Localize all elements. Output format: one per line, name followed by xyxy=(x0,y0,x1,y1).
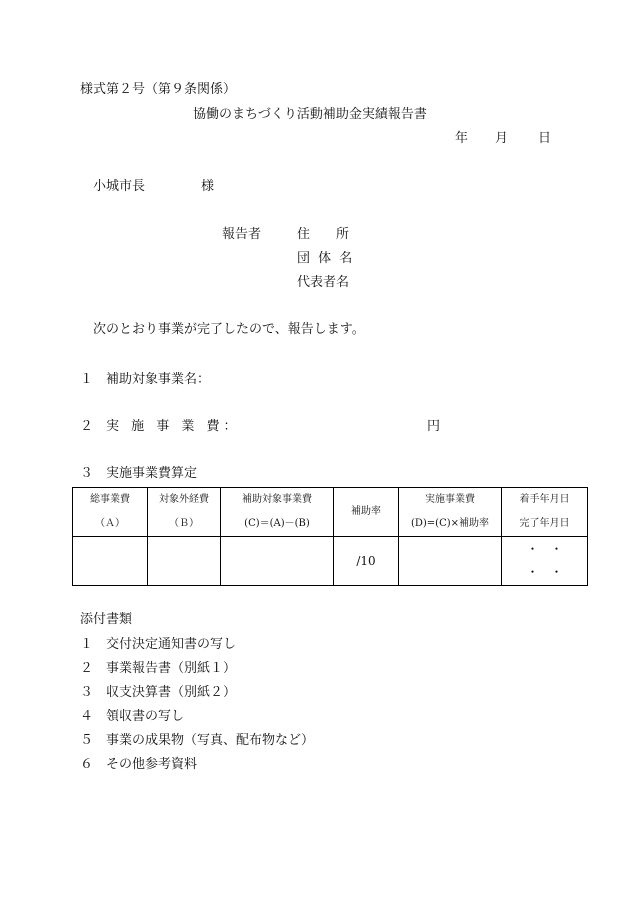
subsidy-rate-value: /10 xyxy=(356,553,376,568)
table-header-row xyxy=(73,488,588,537)
excluded-cost-cell xyxy=(148,537,221,586)
form-number: 様式第２号（第９条関係） xyxy=(80,82,237,97)
header-line: （Ｂ） xyxy=(169,518,199,529)
header-excluded-cost xyxy=(148,488,221,537)
address-label: 住 所 xyxy=(297,227,350,242)
attachment-item: 収支決算書（別紙２） xyxy=(106,685,237,700)
section3-label: 実施事業費算定 xyxy=(106,466,198,481)
header-line: 補助対象事業費 xyxy=(242,494,312,505)
start-date-dots: ・ ・ xyxy=(526,542,563,556)
attachment-number: ２ xyxy=(80,661,94,676)
section1-number: １ xyxy=(80,372,94,387)
header-actual-cost xyxy=(399,488,502,537)
report-statement: 次のとおり事業が完了したので、報告します。 xyxy=(93,322,365,337)
header-line: （Ａ） xyxy=(95,518,125,529)
header-line: (D)=(C)×補助率 xyxy=(410,518,490,529)
expense-calculation-table xyxy=(72,487,588,586)
attachments-title: 添付書類 xyxy=(80,612,133,627)
header-line: 総事業費 xyxy=(90,494,130,505)
header-line: 着手年月日 xyxy=(519,494,570,505)
section2-number: ２ xyxy=(80,419,94,434)
attachment-number: ４ xyxy=(80,709,94,724)
addressee-name: 小城市長 xyxy=(93,179,146,194)
section3-number: ３ xyxy=(80,466,94,481)
attachment-number: １ xyxy=(80,637,94,652)
section2-unit: 円 xyxy=(427,419,441,434)
attachment-item: 事業の成果物（写真、配布物など） xyxy=(106,733,315,748)
actual-cost-cell xyxy=(399,537,502,586)
representative-label: 代表者名 xyxy=(297,275,350,290)
subsidy-rate-cell xyxy=(334,537,399,586)
section2-label: 実 施 事 業 費： xyxy=(106,419,241,434)
date-day-label: 日 xyxy=(538,131,552,146)
dates-cell xyxy=(502,537,588,586)
group-name-label: 団 体 名 xyxy=(297,251,355,266)
header-line: 完了年月日 xyxy=(519,518,570,529)
attachment-item: 領収書の写し xyxy=(106,709,185,724)
addressee-honorific: 様 xyxy=(201,179,215,194)
header-line: 補助率 xyxy=(351,506,381,517)
date-year-label: 年 xyxy=(455,131,469,146)
header-line: 実施事業費 xyxy=(425,494,475,505)
document-title: 協働のまちづくり活動補助金実績報告書 xyxy=(193,107,427,122)
header-dates xyxy=(502,488,588,537)
header-total-cost xyxy=(73,488,148,537)
total-cost-cell xyxy=(73,537,148,586)
eligible-cost-cell xyxy=(221,537,334,586)
section1-label: 補助対象事業名： xyxy=(106,372,211,387)
table-row xyxy=(73,537,588,586)
attachment-item: 交付決定通知書の写し xyxy=(106,637,237,652)
end-date-dots: ・ ・ xyxy=(526,565,563,579)
date-month-label: 月 xyxy=(495,131,509,146)
attachment-number: ６ xyxy=(80,757,94,772)
attachment-item: その他参考資料 xyxy=(106,757,198,772)
reporter-label: 報告者 xyxy=(222,227,262,242)
header-eligible-cost xyxy=(221,488,334,537)
attachment-number: ５ xyxy=(80,733,94,748)
attachment-item: 事業報告書（別紙１） xyxy=(106,661,237,676)
header-line: (C)＝(A)－(B) xyxy=(244,518,310,529)
header-line: 対象外経費 xyxy=(159,494,209,505)
header-subsidy-rate xyxy=(334,488,399,537)
attachment-number: ３ xyxy=(80,685,94,700)
